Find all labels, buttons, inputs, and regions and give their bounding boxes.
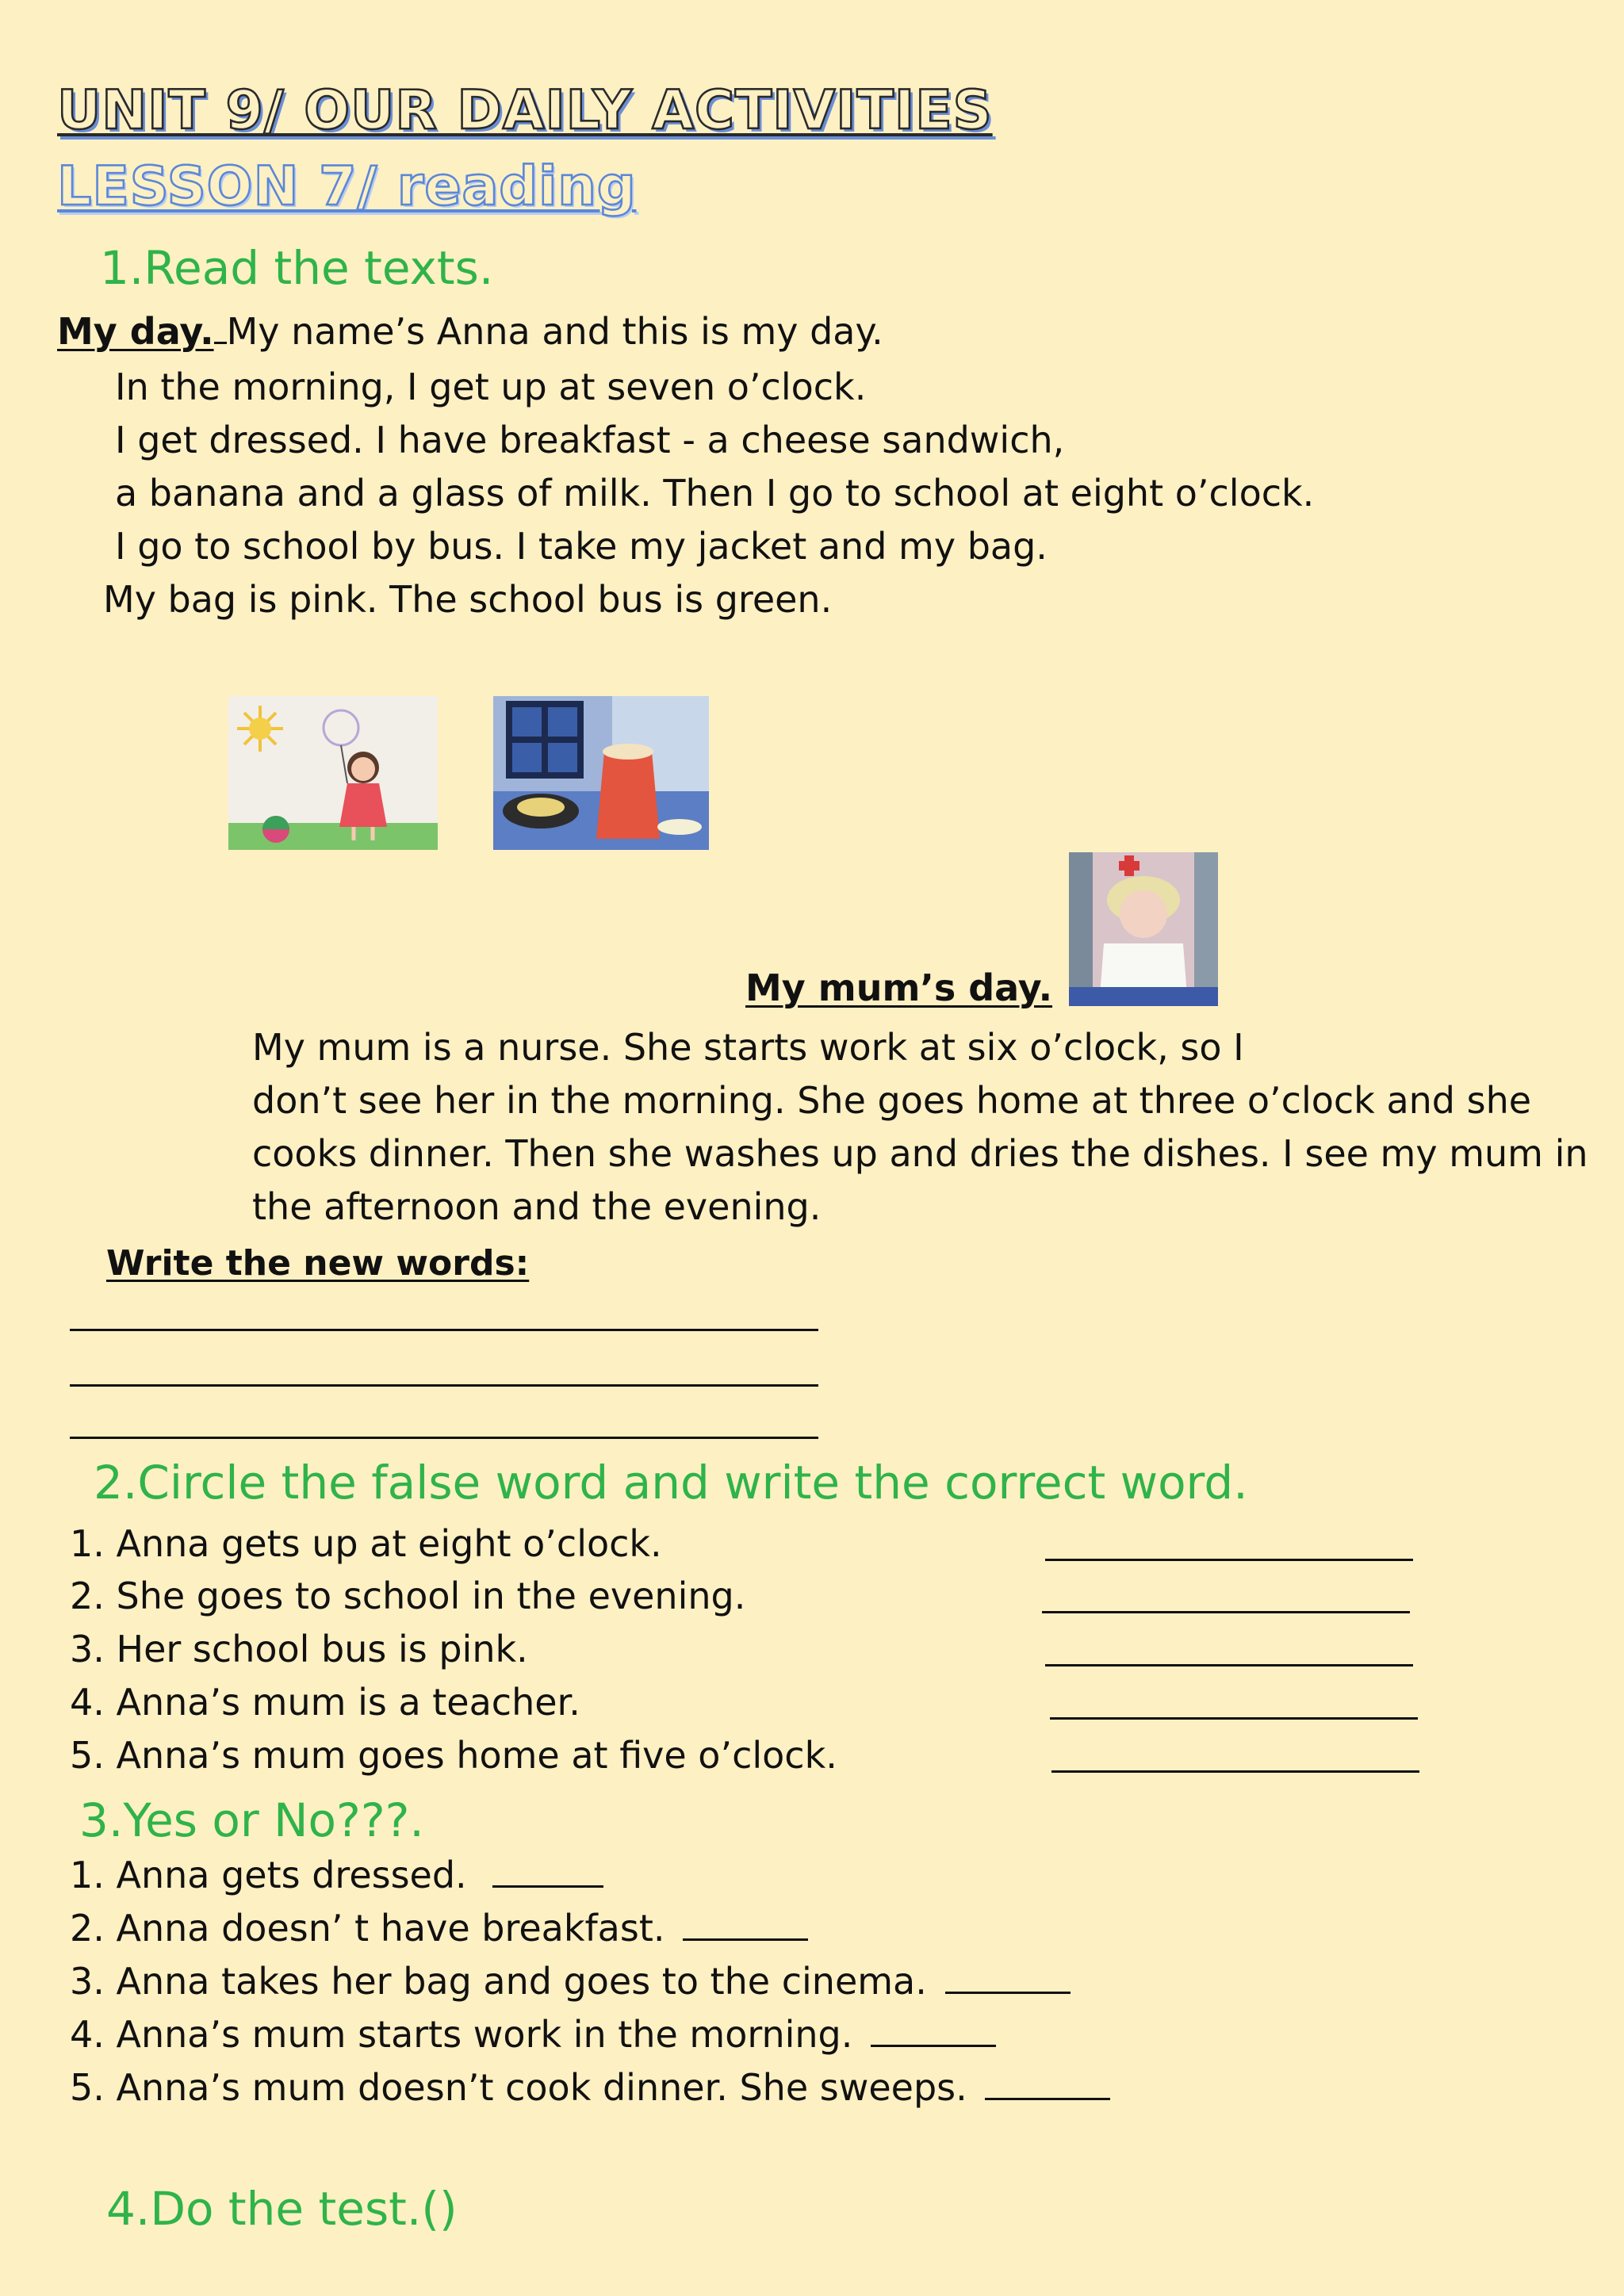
false-word-item: 1. Anna gets up at eight o’clock. — [70, 1522, 662, 1565]
text2-line: the afternoon and the evening. — [252, 1185, 822, 1228]
text1-first-line — [57, 310, 883, 353]
text2-line: My mum is a nurse. She starts work at six o’clock, so I — [252, 1026, 1244, 1069]
correct-word-blank[interactable] — [1045, 1664, 1413, 1667]
text1-line: I get dressed. I have breakfast - a cheese sandwich, — [115, 419, 1065, 461]
section4-heading: 4.Do the test.() — [106, 2182, 458, 2236]
yes-no-blank[interactable] — [945, 1992, 1071, 1994]
girl-drawing-image — [228, 696, 438, 850]
section3-heading: 3.Yes or No???. — [79, 1793, 424, 1847]
answer-line[interactable] — [70, 1384, 818, 1387]
yes-no-item — [70, 1907, 808, 1950]
yes-no-blank[interactable] — [871, 2045, 996, 2047]
section2-heading: 2.Circle the false word and write the correct word. — [94, 1456, 1248, 1510]
yes-no-blank[interactable] — [985, 2098, 1110, 2100]
correct-word-blank[interactable] — [1042, 1611, 1410, 1613]
answer-line[interactable] — [70, 1437, 818, 1439]
correct-word-blank[interactable] — [1051, 1770, 1419, 1773]
text1-line: I go to school by bus. I take my jacket and my bag. — [115, 525, 1048, 568]
section1-heading: 1.Read the texts. — [100, 241, 494, 295]
correct-word-blank[interactable] — [1050, 1717, 1418, 1720]
yes-no-blank[interactable] — [492, 1885, 603, 1888]
text1-line: My name’s Anna and this is my day. — [226, 310, 883, 353]
yes-no-item — [70, 1854, 603, 1896]
breakfast-drawing-image — [493, 696, 709, 850]
yes-no-text: 1. Anna gets dressed. — [70, 1854, 467, 1896]
yes-no-blank[interactable] — [683, 1938, 808, 1941]
text1-line: In the morning, I get up at seven o’clock. — [115, 365, 867, 408]
yes-no-text: 5. Anna’s mum doesn’t cook dinner. She sweeps. — [70, 2066, 967, 2109]
yes-no-item — [70, 1960, 1071, 2003]
unit-title: UNIT 9/ OUR DAILY ACTIVITIES — [57, 79, 993, 142]
yes-no-item — [70, 2013, 996, 2056]
answer-line[interactable] — [70, 1329, 818, 1331]
text1-line: My bag is pink. The school bus is green. — [103, 578, 833, 621]
text2-title: My mum’s day. — [745, 966, 1053, 1009]
lesson-title: LESSON 7/ reading — [57, 155, 637, 218]
false-word-item: 5. Anna’s mum goes home at five o’clock. — [70, 1734, 837, 1777]
new-words-label: Write the new words: — [106, 1243, 530, 1284]
false-word-item: 4. Anna’s mum is a teacher. — [70, 1681, 580, 1724]
false-word-item: 3. Her school bus is pink. — [70, 1628, 528, 1670]
text2-line: don’t see her in the morning. She goes home at three o’clock and she — [252, 1079, 1532, 1122]
yes-no-text: 2. Anna doesn’ t have breakfast. — [70, 1907, 665, 1950]
false-word-item: 2. She goes to school in the evening. — [70, 1575, 746, 1617]
text1-title: My day. — [57, 310, 214, 353]
yes-no-text: 3. Anna takes her bag and goes to the cinema. — [70, 1960, 927, 2003]
correct-word-blank[interactable] — [1045, 1559, 1413, 1561]
text1-line: a banana and a glass of milk. Then I go to school at eight o’clock. — [115, 472, 1315, 515]
text2-line: cooks dinner. Then she washes up and dries the dishes. I see my mum in — [252, 1132, 1588, 1175]
yes-no-item — [70, 2066, 1110, 2109]
yes-no-text: 4. Anna’s mum starts work in the morning. — [70, 2013, 853, 2056]
nurse-drawing-image — [1069, 852, 1218, 1006]
